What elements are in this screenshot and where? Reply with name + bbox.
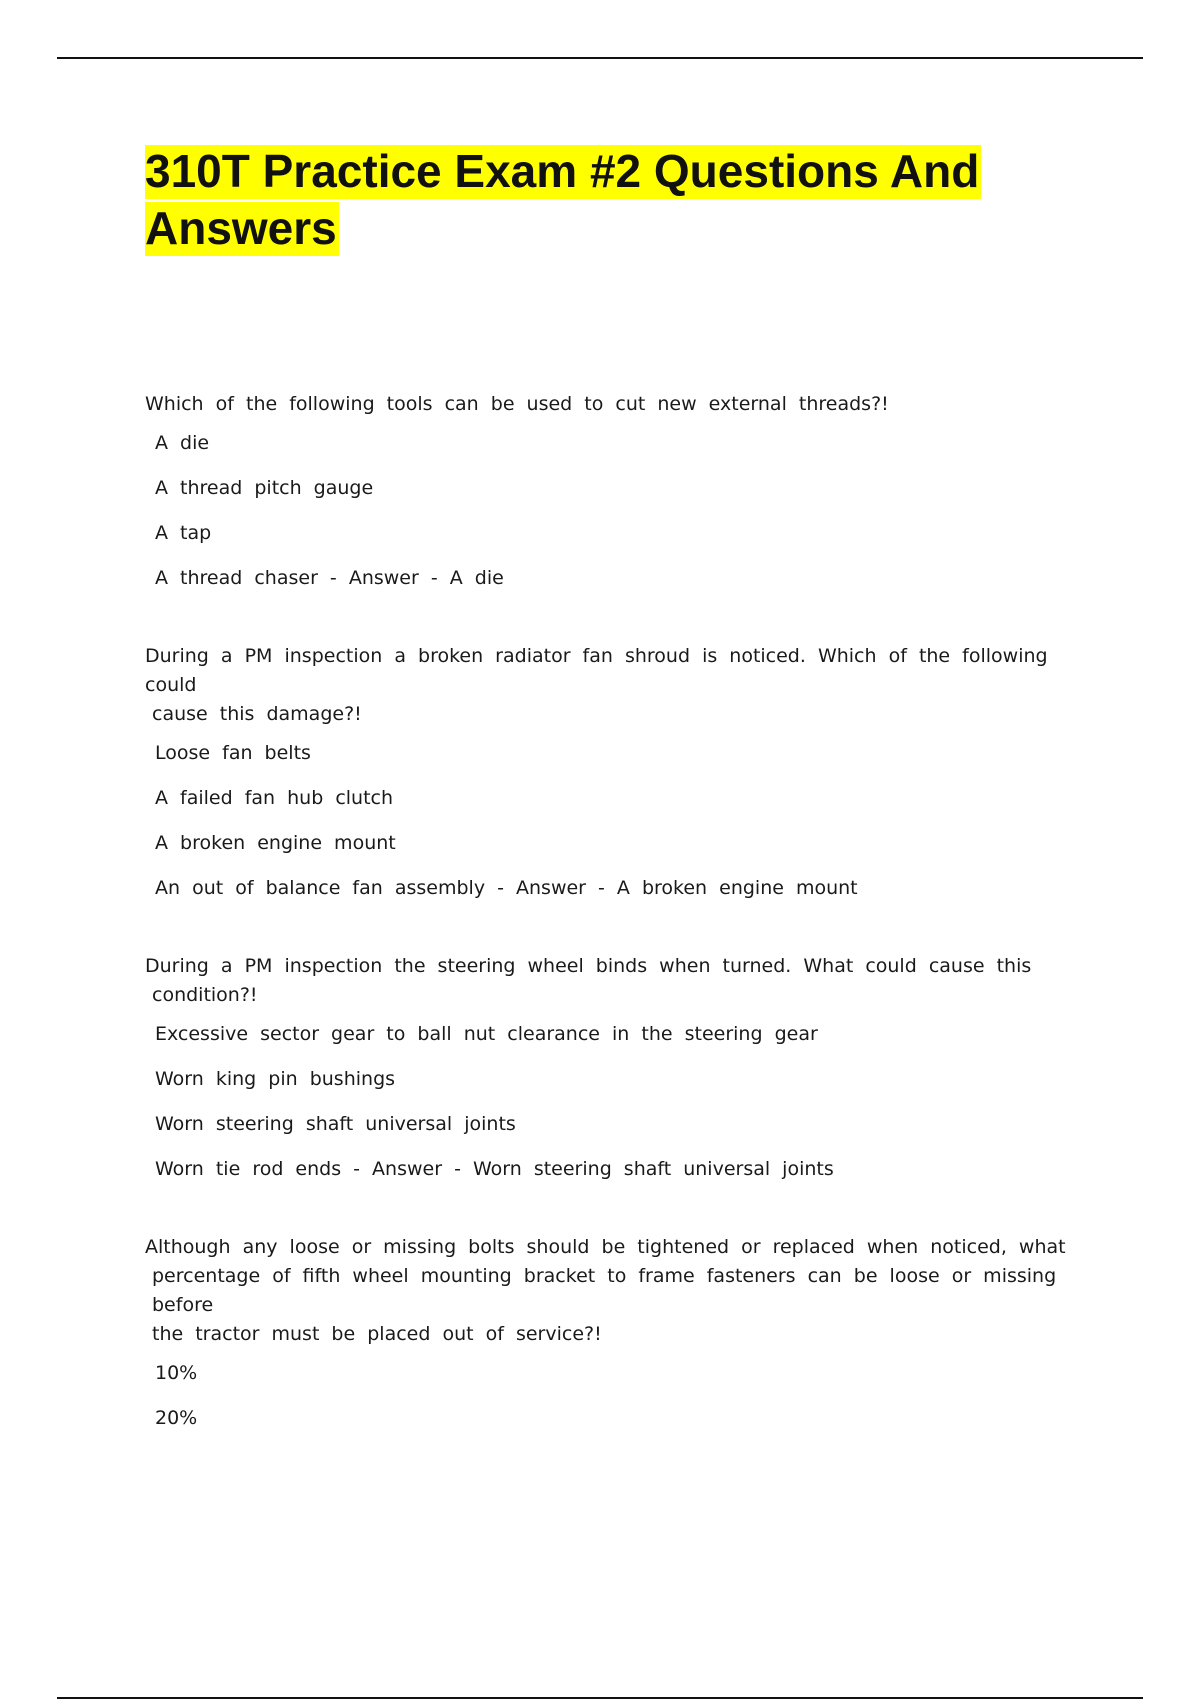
answer-option: 20% (155, 1407, 198, 1429)
question-line: Which of the following tools can be used to cut new external threads?! (145, 393, 889, 415)
question-4 (145, 1233, 1085, 1430)
question-line: percentage of fifth wheel mounting bracket to frame fasteners can be loose or missing before (152, 1265, 1057, 1316)
answer-option: A die (155, 432, 210, 454)
answer-option: A thread pitch gauge (155, 477, 374, 499)
answer-option: Excessive sector gear to ball nut clearance in the steering gear (155, 1023, 818, 1045)
question-line: cause this damage?! (152, 703, 362, 725)
page-title (145, 143, 1075, 257)
top-rule (57, 57, 1143, 59)
answer-option: Worn king pin bushings (155, 1068, 396, 1090)
answer-option-with-answer: A thread chaser - Answer - A die (155, 567, 504, 589)
answer-option: A tap (155, 522, 212, 544)
answer-option: Loose fan belts (155, 742, 311, 764)
question-line: condition?! (152, 984, 258, 1006)
question-1 (145, 390, 1085, 590)
answer-option: 10% (155, 1362, 198, 1384)
question-line: During a PM inspection the steering wheel binds when turned. What could cause this (145, 955, 1032, 977)
question-text (145, 1233, 1085, 1349)
bottom-rule (57, 1697, 1143, 1699)
question-text (145, 390, 1085, 419)
question-line: During a PM inspection a broken radiator fan shroud is noticed. Which of the following could (145, 645, 1048, 696)
question-3 (145, 952, 1085, 1181)
answer-option: Worn steering shaft universal joints (155, 1113, 516, 1135)
question-text (145, 642, 1085, 729)
question-line: the tractor must be placed out of service?! (152, 1323, 602, 1345)
question-2 (145, 642, 1085, 900)
answer-option: A failed fan hub clutch (155, 787, 394, 809)
question-line: Although any loose or missing bolts should be tightened or replaced when noticed, what (145, 1236, 1066, 1258)
question-list (145, 390, 1085, 1468)
question-text (145, 952, 1085, 1010)
answer-option-with-answer: An out of balance fan assembly - Answer - A broken engine mount (155, 877, 858, 899)
title-line-1: 310T Practice Exam #2 Questions And (145, 145, 980, 197)
title-line-2: Answers (145, 202, 337, 254)
answer-option-with-answer: Worn tie rod ends - Answer - Worn steering shaft universal joints (155, 1158, 834, 1180)
title-block (145, 143, 1075, 257)
answer-option: A broken engine mount (155, 832, 396, 854)
